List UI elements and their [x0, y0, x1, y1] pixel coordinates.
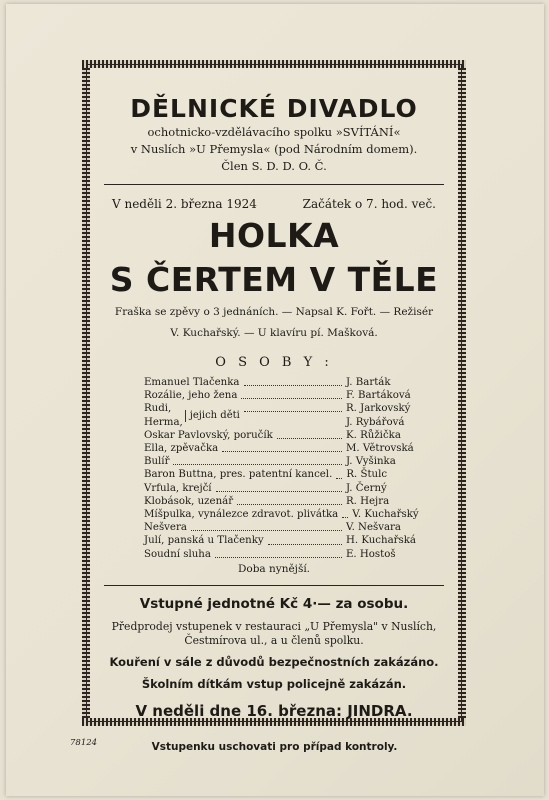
cast-actor: R. Hejra	[346, 495, 390, 507]
leader-dots	[237, 504, 342, 505]
smoking-notice: Kouření v sále z důvodů bezpečnostních zakázáno.	[109, 654, 439, 669]
admission-price: Vstupné jednotné Kč 4·— za osobu.	[139, 595, 409, 612]
cast-actor: J. Rybářová	[346, 416, 405, 428]
cast-role: Emanuel Tlačenka	[144, 377, 240, 388]
cast-role: Julí, panská u Tlačenky	[144, 535, 264, 547]
play-title-line-2: S ČERTEM V TĚLE	[109, 260, 439, 299]
presale-line-1: Předprodej vstupenek v restauraci „U Přemysla" v Nuslích,	[111, 619, 437, 633]
leader-dots	[191, 530, 342, 531]
cast-row	[144, 495, 434, 508]
leader-dots	[244, 411, 342, 412]
leader-dots	[173, 464, 342, 465]
poster-content	[92, 70, 456, 718]
cast-group-names	[144, 402, 183, 428]
cast-role: Rudi,	[144, 403, 172, 415]
cast-actor: R. Štulc	[346, 469, 388, 481]
cast-row	[144, 508, 434, 521]
divider-top	[104, 184, 444, 185]
cast-role: Rozálie, jeho žena	[144, 390, 238, 402]
leader-dots	[268, 544, 342, 545]
divider-middle	[104, 585, 444, 586]
next-show: V neděli dne 16. března: JINDRA.	[135, 701, 413, 720]
time-setting: Doba nynější.	[237, 562, 311, 575]
theatre-name: DĚLNICKÉ DIVADLO	[130, 94, 418, 123]
leader-dots	[336, 478, 342, 479]
cast-role: Baron Buttna, pres. patentní kancel.	[144, 469, 333, 481]
cast-row	[144, 548, 434, 561]
performance-date: V neděli 2. března 1924	[112, 197, 257, 211]
cast-role: Míšpulka, vynálezce zdravot. plivátka	[144, 509, 339, 521]
cast-group-label: jejich děti	[185, 410, 240, 422]
cast-actor: J. Barták	[346, 377, 391, 388]
credits-line-1: Fraška se zpěvy o 3 jednáních. — Napsal K. Fořt. — Režisér	[114, 306, 434, 318]
cast-row	[144, 521, 434, 534]
cast-actor: V. Kuchařský	[352, 509, 419, 521]
leader-dots	[241, 398, 342, 399]
cast-actor: J. Vyšinka	[346, 456, 396, 468]
leader-dots	[244, 385, 343, 386]
cast-list	[144, 376, 434, 561]
credits-line-2: V. Kuchařský. — U klavíru pí. Mašková.	[170, 327, 378, 339]
cast-role: Klobások, uzenář	[144, 495, 234, 507]
cast-row	[144, 455, 434, 468]
cast-row	[144, 389, 434, 402]
leader-dots	[342, 517, 348, 518]
keep-ticket-note: Vstupenku uschovati pro případ kontroly.	[151, 741, 398, 753]
cast-actor: V. Nešvara	[346, 522, 401, 534]
leader-dots	[216, 491, 342, 492]
cast-role: Herma,	[144, 416, 183, 428]
cast-actor: R. Jarkovský	[346, 403, 411, 415]
cast-actor: M. Větrovská	[346, 443, 414, 455]
leader-dots	[222, 451, 342, 452]
cast-role: Ella, zpěvačka	[144, 443, 219, 455]
cast-row	[144, 376, 434, 389]
play-title-line-1: HOLKA	[208, 216, 340, 255]
subtitle-line-2: v Nuslích »U Přemysla« (pod Národním domem).	[130, 142, 418, 156]
subtitle-line-3: Člen S. D. D. O. Č.	[221, 159, 327, 173]
cast-actor: H. Kuchařská	[346, 535, 416, 547]
cast-group-children	[144, 402, 434, 428]
cast-role: Bulíř	[144, 456, 170, 468]
cast-actor: E. Hostoš	[346, 548, 396, 560]
cast-row	[144, 534, 434, 547]
cast-role: Soudní sluha	[144, 548, 211, 560]
cast-role: Vrfula, krejčí	[144, 482, 212, 494]
print-number: 78124	[70, 738, 98, 748]
leader-dots	[215, 557, 342, 558]
date-line	[112, 197, 436, 211]
cast-row	[144, 429, 434, 442]
cast-role: Oskar Pavlovský, poručík	[144, 429, 273, 441]
cast-row	[144, 482, 434, 495]
presale-line-2: Čestmírova ul., a u členů spolku.	[184, 633, 364, 647]
start-time: Začátek o 7. hod. več.	[302, 197, 436, 211]
subtitle-line-1: ochotnicko-vzdělávacího spolku »SVÍTÁNÍ«	[147, 125, 401, 139]
cast-actor: K. Růžička	[346, 429, 401, 441]
cast-row	[144, 468, 434, 481]
cast-actor: F. Bartáková	[346, 390, 411, 402]
cast-heading: O S O B Y :	[215, 355, 333, 370]
cast-role: Nešvera	[144, 522, 187, 534]
cast-actor: J. Černý	[346, 482, 387, 494]
cast-row	[144, 442, 434, 455]
children-notice: Školním dítkám vstup policejně zakázán.	[141, 676, 407, 691]
cast-group-actors	[346, 402, 434, 428]
leader-dots	[277, 438, 342, 439]
